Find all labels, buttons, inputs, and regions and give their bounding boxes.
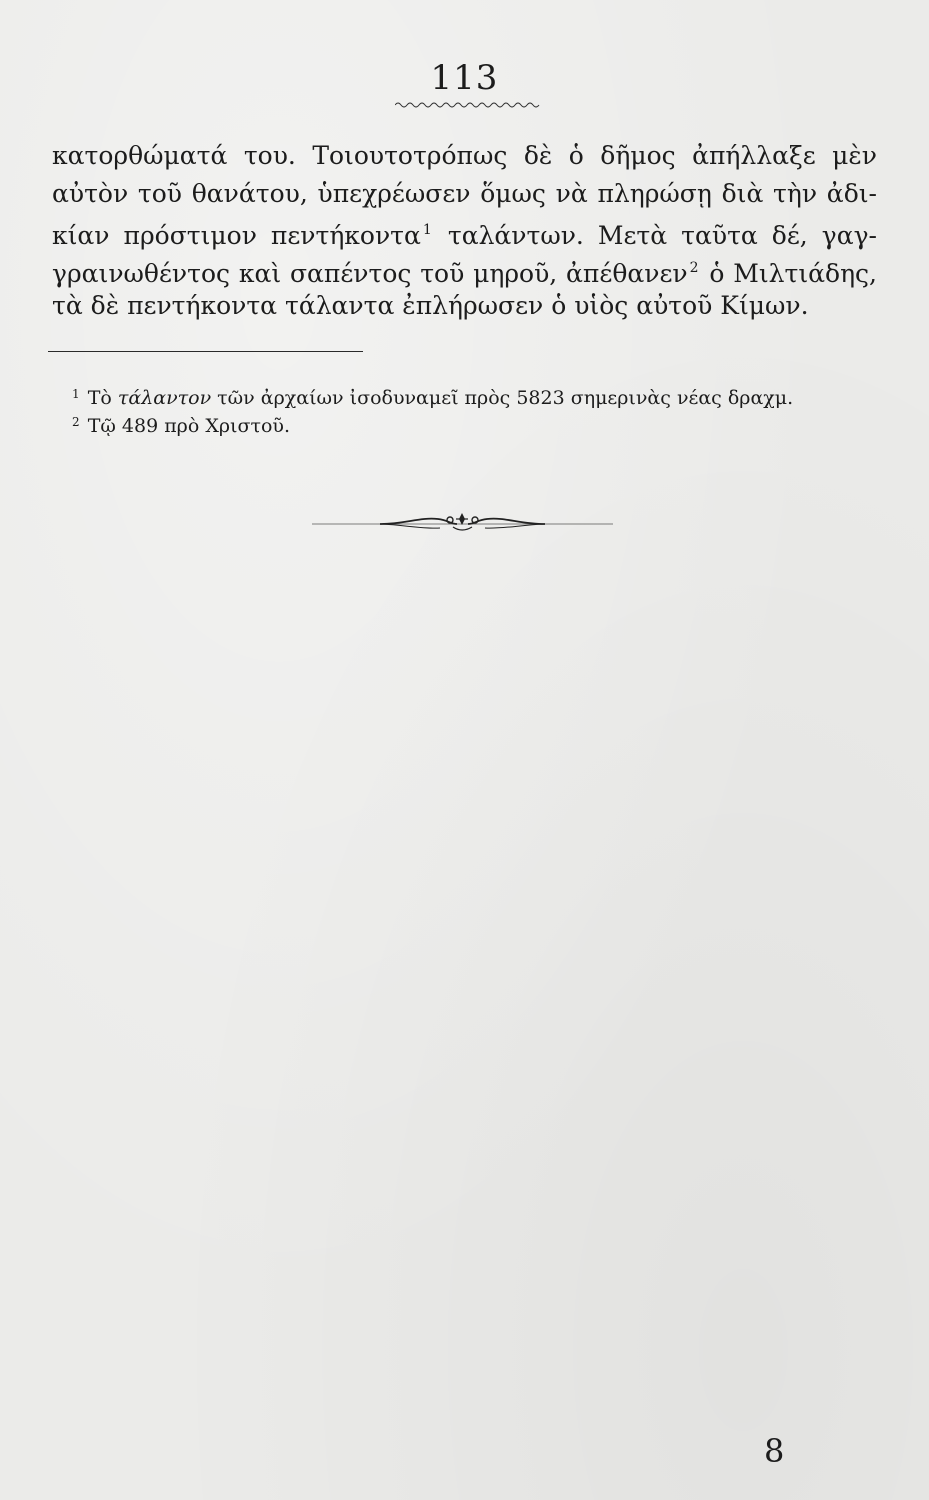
- text-line: [52, 250, 877, 288]
- footnote-marker: 2: [72, 415, 80, 429]
- text-line-content: γραινωθέντος καὶ σαπέντος τοῦ μηροῦ, ἀπέθανεν: [52, 258, 688, 288]
- text-line: [52, 287, 877, 325]
- footnote-text: Τῷ 489 πρὸ Χριστοῦ.: [87, 415, 290, 437]
- text-line-content: ὁ Μιλτιάδης,: [709, 258, 877, 288]
- footnote-italic-term: τάλαντον: [117, 387, 212, 409]
- footnote-text: τῶν ἀρχαίων ἰσοδυναμεῖ πρὸς 5823 σημερινὰς νέας δραχμ.: [217, 387, 794, 409]
- footnote-ref: 2: [689, 259, 699, 276]
- main-text: [52, 137, 877, 325]
- header-wavy-rule: [395, 100, 541, 110]
- text-line-content: κατορθώματά του. Τοιουτοτρόπως δὲ ὁ δῆμος ἀπήλλαξε μὲν: [52, 141, 877, 170]
- text-line-content: αὐτὸν τοῦ θανάτου, ὑπεχρέωσεν ὅμως νὰ πληρώσῃ διὰ τὴν ἀδι-: [52, 178, 877, 208]
- footnote-ref: 1: [422, 222, 432, 238]
- footnotes: [72, 380, 892, 436]
- text-line: [52, 175, 877, 213]
- text-line-content: τὰ δὲ πεντήκοντα τάλαντα ἐπλήρωσεν ὁ υἱὸς αὐτοῦ Κίμων.: [52, 291, 809, 320]
- footnote-text: Τὸ: [87, 387, 112, 409]
- footnote-2: [72, 408, 892, 436]
- text-line-content: κίαν πρόστιμον πεντήκοντα: [52, 221, 421, 250]
- signature-mark: 8: [764, 1432, 785, 1470]
- footnote-divider: [48, 351, 363, 352]
- footnote-1: [72, 380, 892, 408]
- footnote-marker: 1: [72, 387, 80, 401]
- text-line-content: ταλάντων. Μετὰ ταῦτα δέ, γαγ-: [447, 221, 877, 250]
- decorative-ornament: [310, 508, 615, 538]
- text-line: [52, 212, 877, 250]
- page-number: 113: [430, 58, 499, 98]
- text-line: [52, 137, 877, 175]
